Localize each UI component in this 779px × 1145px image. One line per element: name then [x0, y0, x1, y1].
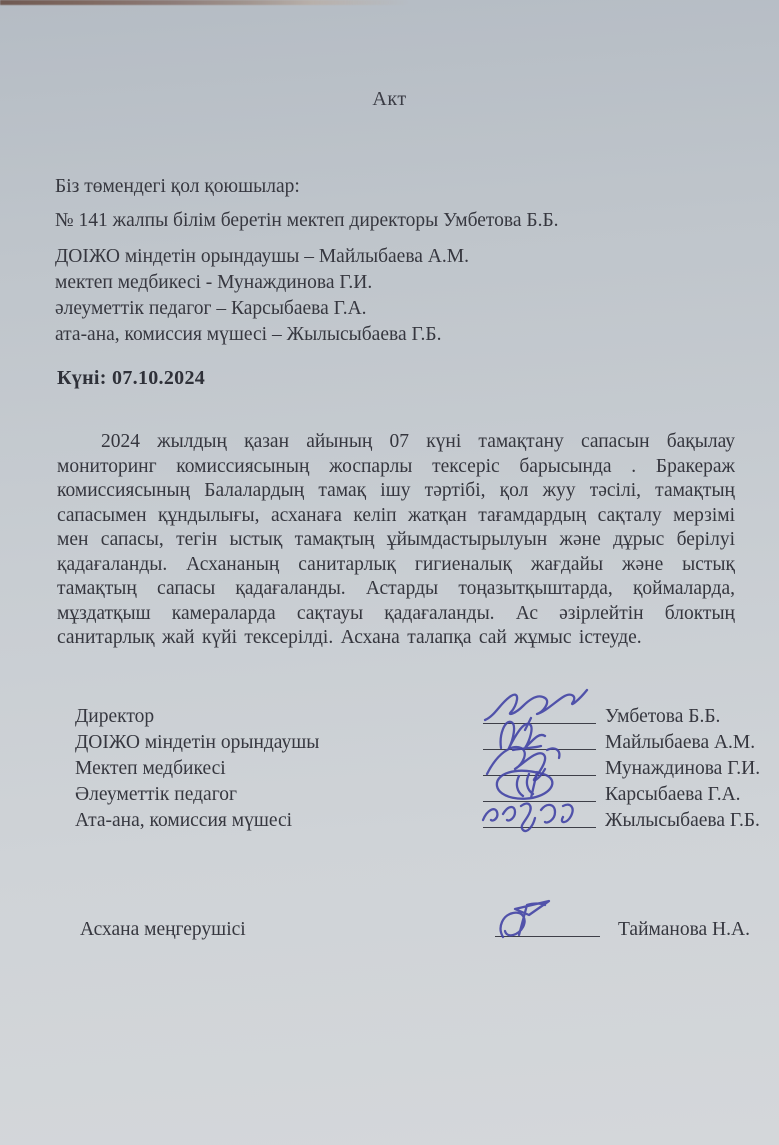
date-line: Күні: 07.10.2024: [57, 367, 206, 389]
signature-line: [495, 936, 600, 937]
signature-taimanova: [491, 893, 601, 945]
signature-name: Тайманова Н.А.: [618, 919, 750, 940]
signatory-line: мектеп медбикесі - Мунаждинова Г.И.: [55, 272, 373, 293]
signatories-list: [55, 208, 675, 348]
photo-edge-artifact: [0, 0, 445, 5]
signature-role: Әлеуметтік педагог: [75, 784, 237, 805]
signature-name: Карсыбаева Г.А.: [605, 784, 741, 805]
body-paragraph: 2024 жылдың қазан айының 07 күні тамақтану сапасын бақылау мониторинг комиссиясының жоспарлы тексеріс барысында . Бракераж комиссиясының Балалардың тамақ ішу тәртібі, қол жуу тәсілі, тамақтың сапасымен құндылығы, асханаға келіп жатқан тағамдардың сақталу мерзімі мен сапасы, тегін ыстық тамақтың ұйымдастырылуын және дұрыс берілуі қадағаланды. Асхананың санитарлық гигиеналық жағдайы және ыстық тамақтың сапасы қадағаланды. Астарды тоңазытқыштарда, қоймаларда, мұздатқыш камераларда сақтауы қадағаланды. Ас әзірлейтін блоктың санитарлық жай күйі тексерілді. Асхана талапқа сай жұмыс істеуде.: [57, 431, 735, 648]
signature-role: Ата-ана, комиссия мүшесі: [75, 810, 293, 831]
signature-role: Мектеп медбикесі: [75, 758, 226, 779]
signature-row: [80, 916, 760, 942]
document-title: Акт: [372, 88, 407, 110]
signature-row: [75, 703, 755, 729]
signature-name: Жылысыбаева Г.Б.: [605, 810, 760, 831]
signature-line: [483, 827, 596, 828]
signature-row: [75, 729, 755, 755]
signatory-line: № 141 жалпы білім беретін мектеп директоры Умбетова Б.Б.: [55, 210, 559, 231]
signature-zhylysybaeva: [479, 788, 599, 836]
signature-block: [75, 703, 761, 833]
signature-row: [75, 755, 761, 781]
signature-name: Мунаждинова Г.И.: [605, 758, 761, 779]
signatory-line: ата-ана, комиссия мүшесі – Жылысыбаева Г.Б.: [55, 324, 442, 345]
signature-role: Директор: [75, 706, 155, 727]
signatory-line: ДОІЖО міндетін орындаушы – Майлыбаева А.М.: [55, 246, 469, 267]
signature-name: Умбетова Б.Б.: [605, 706, 721, 727]
canteen-signature-block: [80, 916, 760, 942]
signature-row: [75, 781, 755, 807]
signature-name: Майлыбаева А.М.: [605, 732, 756, 753]
signature-role: ДОІЖО міндетін орындаушы: [75, 732, 320, 753]
signature-role: Асхана меңгерушісі: [80, 919, 246, 940]
intro-line: Біз төмендегі қол қоюшылар:: [55, 176, 300, 197]
signatory-line: әлеуметтік педагог – Карсыбаева Г.А.: [55, 298, 367, 319]
signature-row: [75, 807, 760, 833]
